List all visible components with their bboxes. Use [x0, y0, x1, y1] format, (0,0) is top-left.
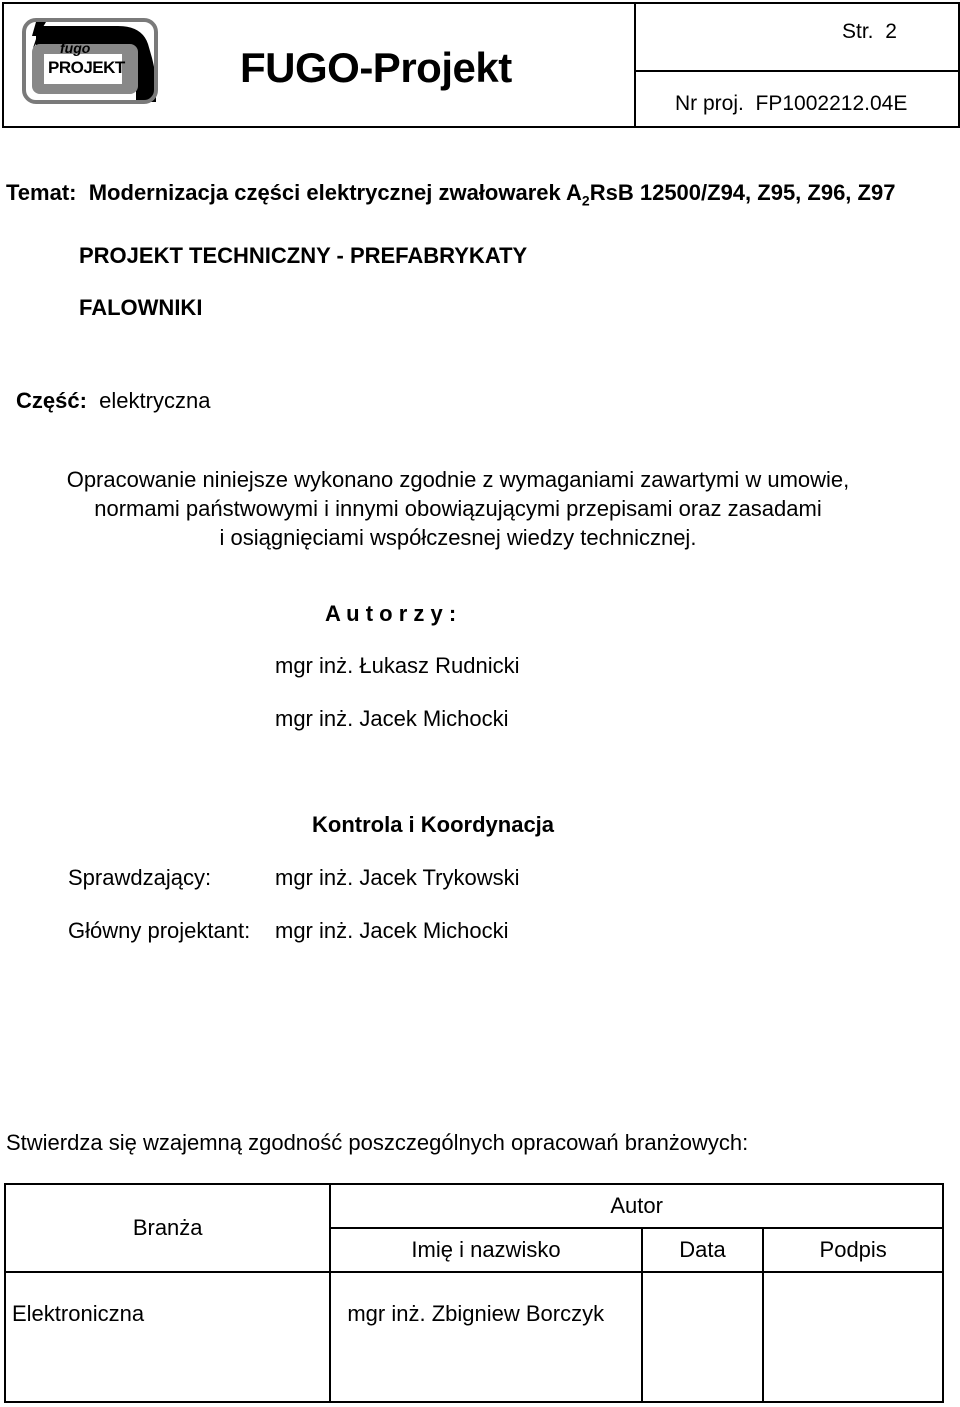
- agreement-statement: Stwierdza się wzajemną zgodność poszczególnych opracowań branżowych:: [6, 1130, 749, 1155]
- author-name: mgr inż. Łukasz Rudnicki: [275, 653, 520, 678]
- compliance-statement: [0, 465, 916, 552]
- project-subject: FALOWNIKI: [79, 295, 203, 320]
- control-heading: Kontrola i Koordynacja: [312, 812, 555, 837]
- statement-line: Opracowanie niniejsze wykonano zgodnie z wymaganiami zawartymi w umowie,: [66, 467, 850, 492]
- company-name: FUGO-Projekt: [240, 44, 512, 91]
- date-cell[interactable]: [642, 1272, 764, 1402]
- sign-header: Podpis: [763, 1228, 943, 1272]
- checker-label: Sprawdzający:: [68, 865, 212, 890]
- topic-line: [6, 180, 895, 208]
- part-value: elektryczna: [99, 388, 211, 413]
- statement-line: i osiągnięciami współczesnej wiedzy technicznej.: [219, 525, 697, 550]
- page-indicator: [842, 20, 897, 44]
- sign-cell[interactable]: [763, 1272, 943, 1402]
- page-number: 2: [885, 20, 897, 43]
- topic-subscript: 2: [581, 192, 590, 209]
- date-header: Data: [642, 1228, 764, 1272]
- topic-text: Modernizacja części elektrycznej zwałowarek A: [88, 180, 582, 205]
- project-label: Nr proj.: [675, 92, 744, 115]
- designer-name: mgr inż. Jacek Michocki: [275, 918, 509, 943]
- statement-line: normami państwowymi i innymi obowiązującymi przepisami oraz zasadami: [94, 496, 822, 521]
- branch-cell: Elektroniczna: [5, 1272, 330, 1402]
- name-cell: mgr inż. Zbigniew Borczyk: [330, 1272, 641, 1402]
- author-name: mgr inż. Jacek Michocki: [275, 706, 509, 731]
- designer-label: Główny projektant:: [68, 918, 251, 943]
- signature-table: [4, 1183, 944, 1403]
- name-header: Imię i nazwisko: [330, 1228, 641, 1272]
- branch-header: Branża: [5, 1184, 330, 1272]
- part-label: Część:: [16, 388, 87, 413]
- topic-text-rest: RsB 12500/Z94, Z95, Z96, Z97: [589, 180, 896, 205]
- part-line: [16, 388, 210, 414]
- fugo-logo: [22, 18, 160, 104]
- project-number: FP1002212.04E: [755, 92, 908, 115]
- project-number-row: [675, 92, 907, 116]
- logo-bottom-text: PROJEKT: [48, 58, 125, 77]
- logo-top-text: fugo: [60, 40, 91, 56]
- project-type: PROJEKT TECHNICZNY - PREFABRYKATY: [79, 243, 528, 268]
- checker-name: mgr inż. Jacek Trykowski: [275, 865, 520, 890]
- authors-heading: A u t o r z y :: [325, 601, 457, 626]
- table-row: [5, 1272, 943, 1402]
- author-header: Autor: [330, 1184, 943, 1228]
- header-row-divider: [634, 70, 958, 72]
- topic-label: Temat:: [6, 180, 77, 205]
- page-label: Str.: [842, 20, 874, 43]
- header-divider: [634, 4, 636, 126]
